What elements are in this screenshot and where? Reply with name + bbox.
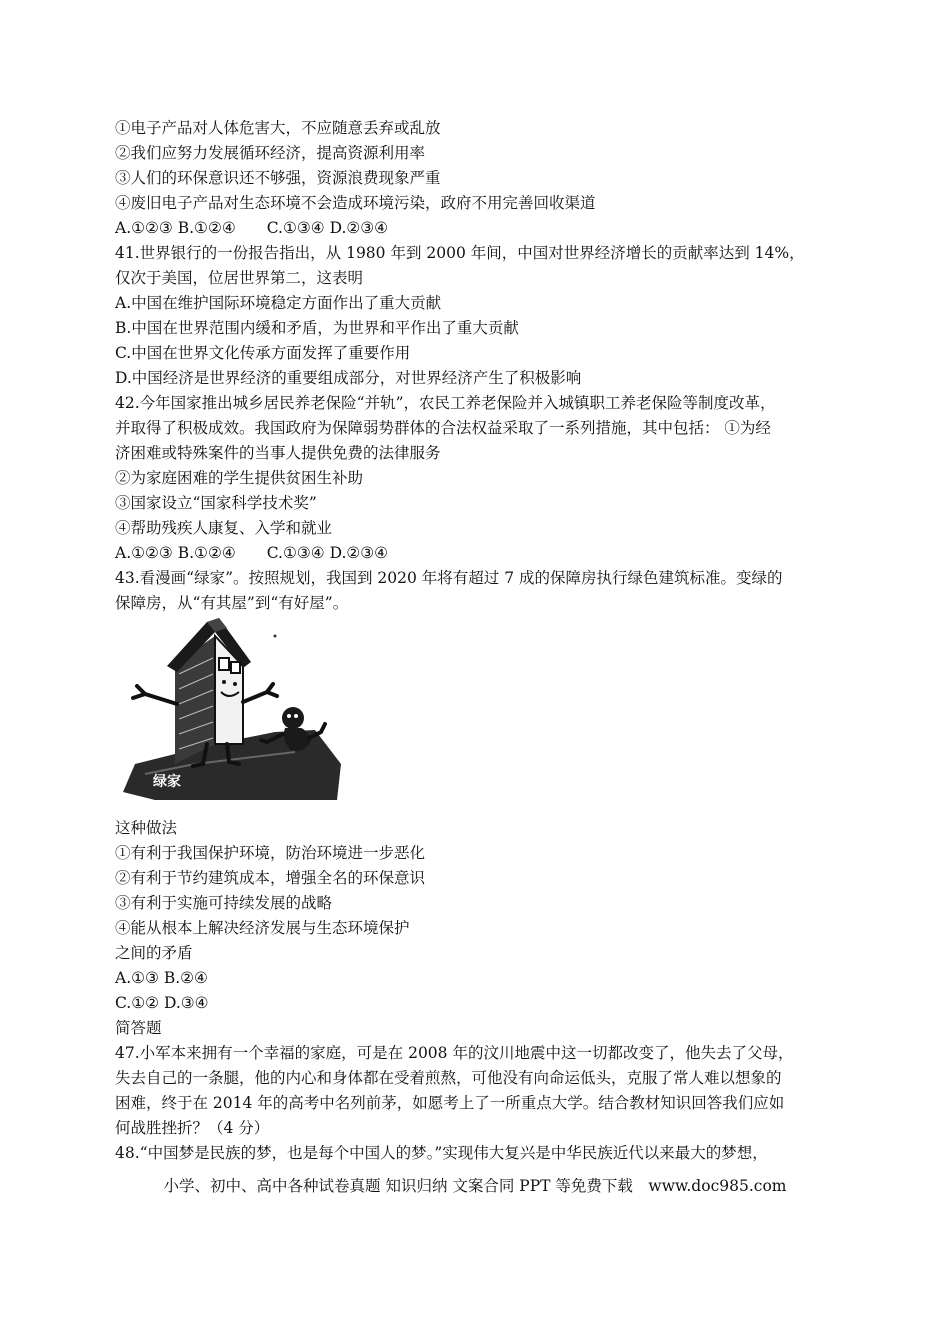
question-41-option-d: D.中国经济是世界经济的重要组成部分，对世界经济产生了积极影响 [115,369,582,387]
option-line: ③人们的环保意识还不够强，资源浪费现象严重 [115,169,441,187]
option-line: ②我们应努力发展循环经济，提高资源利用率 [115,144,426,162]
question-42-text: 并取得了积极成效。我国政府为保障弱势群体的合法权益采取了一系列措施，其中包括： ①为经 [115,419,771,437]
question-48-text: 48.“中国梦是民族的梦，也是每个中国人的梦。”实现伟大复兴是中华民族近代以来最大的梦想， [115,1144,768,1162]
question-41-text: 41.世界银行的一份报告指出，从 1980 年到 2000 年间，中国对世界经济增长的贡献率达到 14%， [115,244,805,262]
question-42-item: ②为家庭困难的学生提供贫困生补助 [115,469,364,487]
option-line: ①电子产品对人体危害大，不应随意丢弃或乱放 [115,119,441,137]
question-43-item: ④能从根本上解决经济发展与生态环境保护 [115,919,410,937]
question-43-item: ②有利于节约建筑成本，增强全名的环保意识 [115,869,426,887]
question-43-item: ③有利于实施可持续发展的战略 [115,894,333,912]
question-47-text: 困难，终于在 2014 年的高考中名列前茅，如愿考上了一所重点大学。结合教材知识回答我们应如 [115,1094,785,1112]
green-home-cartoon [115,614,345,804]
question-43-text: 43.看漫画“绿家”。按照规划，我国到 2020 年将有超过 7 成的保障房执行绿色建筑标准。变绿的 [115,569,783,587]
question-42-text: 济困难或特殊案件的当事人提供免费的法律服务 [115,444,441,462]
page-footer: 小学、初中、高中各种试卷真题 知识归纳 文案合同 PPT 等免费下载 www.doc985.com [163,1177,787,1195]
question-42-text: 42.今年国家推出城乡居民养老保险“并轨”，农民工养老保险并入城镇职工养老保险等制度改革， [115,394,776,412]
answer-choices: A.①②③ B.①②④ C.①③④ D.②③④ [115,544,389,562]
question-42-item: ④帮助残疾人康复、入学和就业 [115,519,333,537]
answer-choices: A.①②③ B.①②④ C.①③④ D.②③④ [115,219,389,237]
cartoon-caption: 绿家 [153,773,181,789]
question-47-text: 失去自己的一条腿，他的内心和身体都在受着煎熬，可他没有向命运低头，克服了常人难以想象的 [115,1069,782,1087]
section-heading: 简答题 [115,1019,162,1037]
answer-choices: A.①③ B.②④ [115,969,208,987]
question-41-option-a: A.中国在维护国际环境稳定方面作出了重大贡献 [115,294,442,312]
question-43-item: ①有利于我国保护环境，防治环境进一步恶化 [115,844,426,862]
question-41-text: 仅次于美国，位居世界第二，这表明 [115,269,364,287]
question-43-text: 保障房，从“有其屋”到“有好屋”。 [115,594,349,612]
question-42-item: ③国家设立“国家科学技术奖” [115,494,317,512]
question-43-item: 之间的矛盾 [115,944,193,962]
question-43-prompt: 这种做法 [115,819,178,837]
option-line: ④废旧电子产品对生态环境不会造成环境污染，政府不用完善回收渠道 [115,194,596,212]
question-47-text: 何战胜挫折？（4 分） [115,1119,270,1137]
question-41-option-b: B.中国在世界范围内缓和矛盾，为世界和平作出了重大贡献 [115,319,519,337]
answer-choices: C.①② D.③④ [115,994,209,1012]
question-47-text: 47.小军本来拥有一个幸福的家庭，可是在 2008 年的汶川地震中这一切都改变了，他失去了父母， [115,1044,794,1062]
question-41-option-c: C.中国在世界文化传承方面发挥了重要作用 [115,344,411,362]
